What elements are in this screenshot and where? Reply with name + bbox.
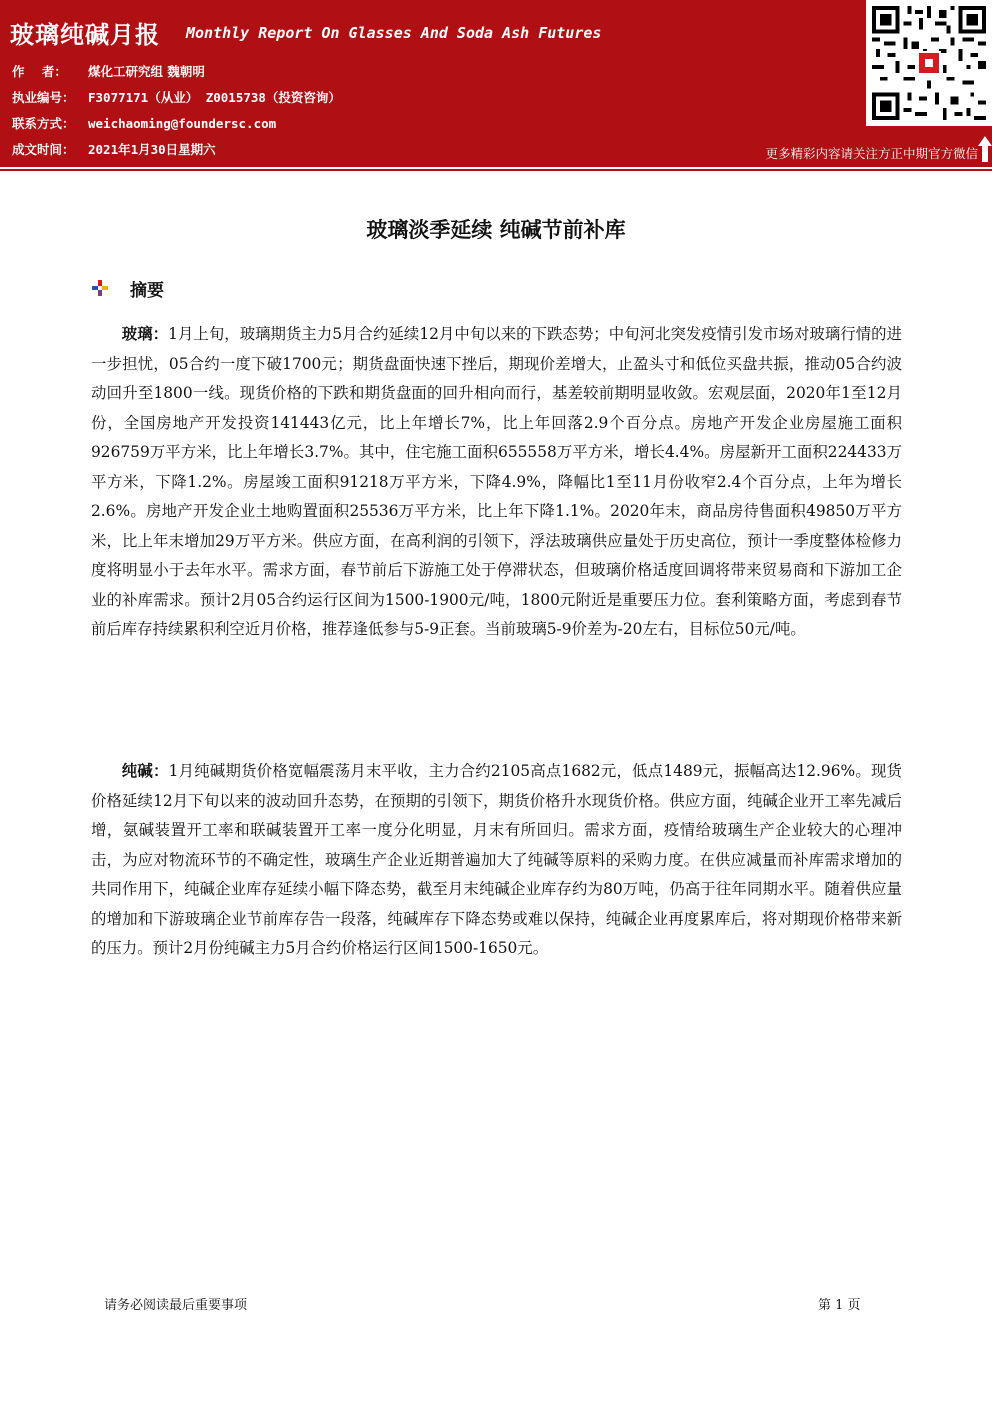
meta-author <box>12 62 205 80</box>
meta-contact-value[interactable]: weichaoming@foundersc.com <box>88 116 277 131</box>
paragraph-glass <box>91 320 902 645</box>
wechat-qr-code <box>866 0 992 126</box>
meta-author-value: 煤化工研究组 魏朝明 <box>88 64 205 79</box>
meta-date <box>12 140 216 158</box>
page-number: 第 1 页 <box>818 1298 861 1313</box>
document-title: 玻璃淡季延续 纯碱节前补库 <box>366 218 626 242</box>
report-title: 玻璃纯碱月报 <box>10 21 160 49</box>
meta-contact <box>12 114 276 132</box>
meta-date-label: 成文时间： <box>12 142 75 157</box>
meta-license-value: F3077171（从业） Z0015738（投资咨询） <box>88 90 341 105</box>
summary-heading <box>92 276 164 300</box>
footer-notice: 请务必阅读最后重要事项 <box>104 1298 248 1313</box>
report-header <box>0 0 992 167</box>
meta-contact-label: 联系方式： <box>12 116 75 131</box>
paragraph-glass-text: 1月上旬，玻璃期货主力5月合约延续12月中旬以来的下跌态势；中旬河北突发疫情引发市场对玻璃行情的进一步担忧，05合约一度下破1700元；期货盘面快速下挫后，期现价差增大，止盈头寸和低位买盘共振，推动05合约波动回升至1800一线。现货价格的下跌和期货盘面的回升相向而行，基差较前期明显收敛。宏观层面，2020年1至12月份，全国房地产开发投资141443亿元，比上年增长7%，比上年回落2.9个百分点。房地产开发企业房屋施工面积926759万平方米，比上年增长3.7%。其中，住宅施工面积655558万平方米，增长4.4%。房屋新开工面积224433万平方米，下降1.2%。房屋竣工面积91218万平方米，下降4.9%，降幅比1至11月份收窄2.4个百分点，上年为增长2.6%。房地产开发企业土地购置面积25536万平方米，比上年下降1.1%。2020年末，商品房待售面积49850万平方米，比上年末增加29万平方米。供应方面，在高利润的引领下，浮法玻璃供应量处于历史高位，预计一季度整体检修力度将明显小于去年水平。需求方面，春节前后下游施工处于停滞状态，但玻璃价格适度回调将带来贸易商和下游加工企业的补库需求。预计2月05合约运行区间为1500-1900元/吨，1800元附近是重要压力位。套利策略方面，考虑到春节前后库存持续累积利空近月价格，推荐逢低参与5-9正套。当前玻璃5-9价差为-20左右，目标位50元/吨。 <box>91 325 902 638</box>
report-subtitle: Monthly Report On Glasses And Soda Ash Futures <box>186 24 602 42</box>
meta-license-label: 执业编号： <box>12 90 75 105</box>
meta-license <box>12 88 341 106</box>
summary-heading-label: 摘要 <box>130 280 164 301</box>
paragraph-glass-lead: 玻璃： <box>121 325 169 343</box>
wechat-note: 更多精彩内容请关注方正中期官方微信 <box>765 146 978 161</box>
meta-date-value: 2021年1月30日星期六 <box>88 142 216 157</box>
up-arrow-icon <box>978 136 992 162</box>
meta-author-label: 作 者： <box>12 64 67 79</box>
paragraph-soda-ash <box>91 757 902 964</box>
paragraph-soda-ash-lead: 纯碱： <box>121 762 169 780</box>
bullet-icon <box>92 280 108 296</box>
paragraph-soda-ash-text: 1月纯碱期货价格宽幅震荡月末平收，主力合约2105高点1682元，低点1489元，振幅高达12.96%。现货价格延续12月下旬以来的波动回升态势，在预期的引领下，期货价格升水现货价格。供应方面，纯碱企业开工率先减后增，氨碱装置开工率和联碱装置开工率一度分化明显，月末有所回归。需求方面，疫情给玻璃生产企业较大的心理冲击，为应对物流环节的不确定性，玻璃生产企业近期普遍加大了纯碱等原料的采购力度。在供应减量而补库需求增加的共同作用下，纯碱企业库存延续小幅下降态势，截至月末纯碱企业库存约为80万吨，仍高于往年同期水平。随着供应量的增加和下游玻璃企业节前库存告一段落，纯碱库存下降态势或难以保持，纯碱企业再度累库后，将对期现价格带来新的压力。预计2月份纯碱主力5月合约价格运行区间1500-1650元。 <box>91 762 902 957</box>
qr-code-icon <box>872 6 986 120</box>
header-divider <box>0 167 992 171</box>
